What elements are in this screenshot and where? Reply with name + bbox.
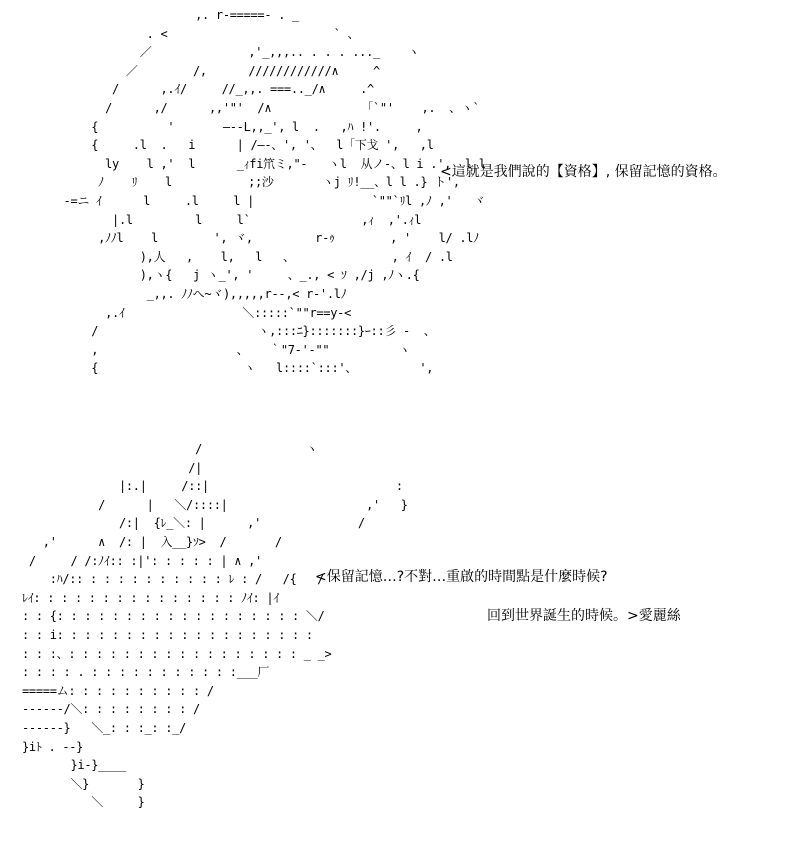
dialog-text-3: 回到世界誕生的時候。>愛麗絲 — [487, 608, 681, 624]
ascii-art-character-closeup: / ヽ /| |:.| /::| : / | ＼/::::| ,' } /:| {ﾚ_＼: | ,' / ,' ∧ /: | 入__}ｿ> / / / / /:ﾉｲ:: :|': : : : : | ∧ ,' :ﾊ/:: : : : : : : : : : : ﾚ : / /{ / ﾚｲ: : : : : : : : : : : : : : : ﾉｲ: |ｲ : : {: : : : : : : : : : : : : : : : : : ＼/ : : i: : : : : : : : : : : : : : : : : : : : : :、: : : : : : : : : : : : : : : : : _ _> : : : : . : : : : : : : : : : :___厂 =====ム: : : : : : : : : : / ------/＼: : : : : : : : / ------} ＼_: : :_: :_/ }iﾄ . --} }i-}____ ＼} } ＼ } — [22, 442, 408, 810]
dialog-text-1: <這就是我們說的【資格】, 保留記憶的資格。 — [440, 164, 727, 180]
dialog-text-2: <保留記憶…?不對…重啟的時間點是什麼時候? — [315, 569, 608, 585]
ascii-art-character-portrait: ,. r-=====- . _ . < ` 、 ／ ,'_,,,.. . . . ..._ ヽ ／ /, ////////////∧ ^ / ,.ｲ/ //_,,. ===.._/∧ .^ / ,/ ,,'"' /∧ 「`"' ,. 、ヽ` { ' ―-‐L,,_', l . ,ﾊ !'. , { .l . i | /―-、', '、 l「下戈 ', ,l ly l ,' l _ｨfi笊ミ,"- ヽl 从ノ-、l i .', l l ﾉ ﾘ l ;;沙 ヽj ﾘ!__、l l .} ト', -=ニ ｲ l .l l | `""`ﾘl ,ﾉ ,' ヾ |.l l l` ,ｨ ,'.ｨl ,ﾉﾉl l ', ヾ, r-ｩ , ' l/ .lﾉ ),人 , l, l 、 , ｲ / .l ),ヽ{ j ヽ_', ' 、_., < ｿ ,/j ,ﾉヽ.{ _,,. ﾉﾉへ~ヾ),,,,,r-‐,< r-'.lﾉ ,.ｲ ＼:::::`""r==y-< / ヽ,:::ﾆ}:::::::}ｰ::彡 - 、 , 、 ｀"7-'-"" ヽ { ヽ l::::`:::'、 ', — [63, 8, 486, 376]
